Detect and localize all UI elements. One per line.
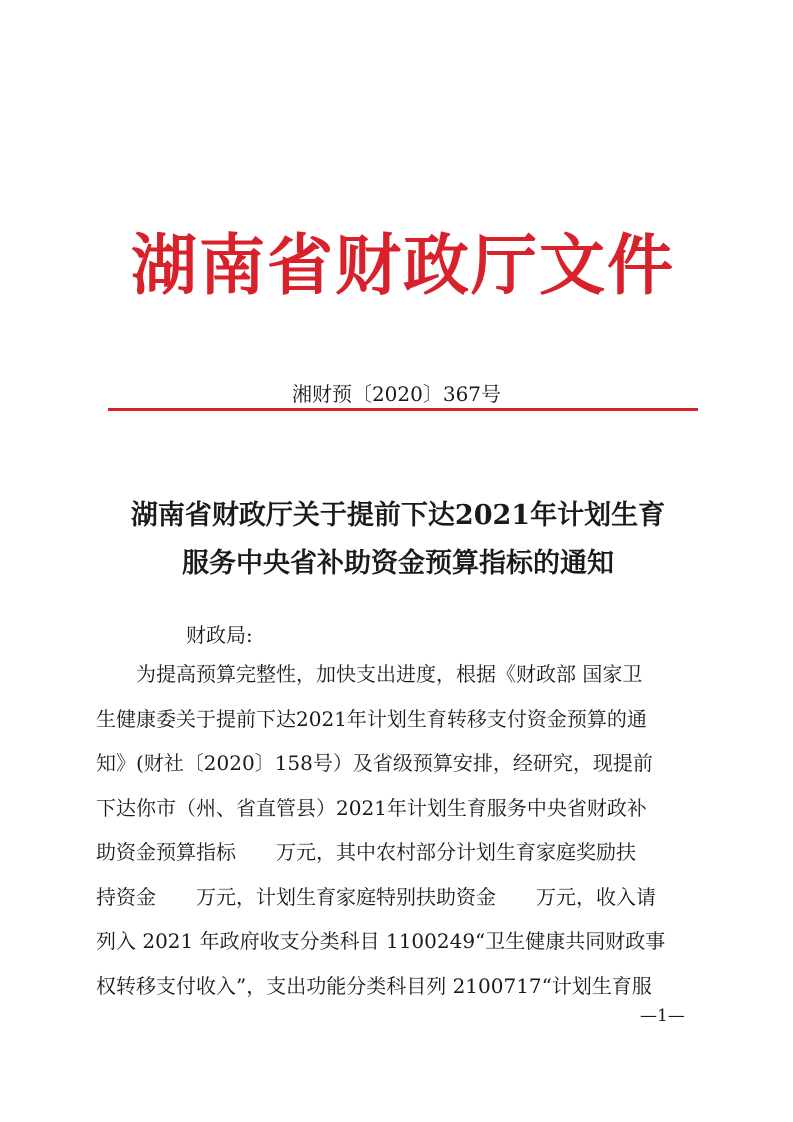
notice-title [96, 492, 700, 588]
body-line: 助资金预算指标 万元，其中农村部分计划生育家庭奖励扶 [96, 840, 636, 864]
body-line: 生健康委关于提前下达2021年计划生育转移支付资金预算的通 [96, 706, 647, 731]
red-separator-line [108, 408, 698, 411]
body-text [96, 652, 700, 1008]
notice-title-line-1: 湖南省财政厅关于提前下达2021年计划生育 [130, 500, 666, 531]
body-line: 下达你市（州、省直管县）2021年计划生育服务中央省财政补 [96, 795, 647, 820]
body-line: 权转移支付收入”，支出功能分类科目列 2100717“计划生育服 [96, 973, 652, 998]
document-header-title: 湖南省财政厅文件 [131, 226, 675, 304]
notice-title-line-2: 服务中央省补助资金预算指标的通知 [182, 548, 614, 579]
body-line: 知》(财社〔2020〕158号）及省级预算安排，经研究，现提前 [96, 751, 653, 775]
body-line: 列入 2021 年政府收支分类科目 1100249“卫生健康共同财政事 [96, 929, 666, 953]
addressee: 财政局: [186, 623, 253, 647]
document-number: 湘财预〔2020〕367号 [291, 382, 502, 406]
body-line: 持资金 万元，计划生育家庭特别扶助资金 万元，收入请 [96, 884, 656, 909]
body-line: 为提高预算完整性，加快支出进度，根据《财政部 国家卫 [96, 662, 643, 686]
page-number: —1— [640, 1006, 685, 1026]
